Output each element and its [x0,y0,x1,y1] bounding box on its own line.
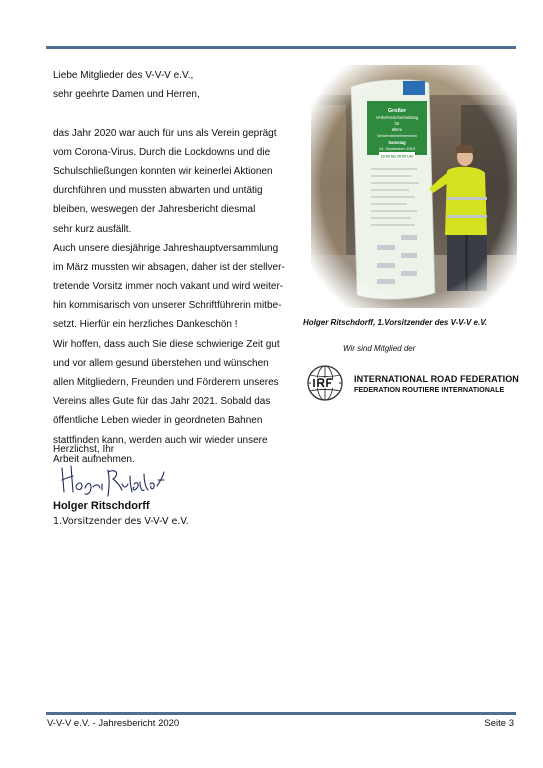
letter-line: hin kommisarisch von unserer Schriftführerin mitbe- [53,300,282,312]
letter-line: durchführen und mussten abwarten und untätig [53,185,263,197]
irf-wordmark [354,374,519,394]
letter-line: allen Mitgliedern, Freunden und Förderern unseres [53,377,279,388]
event-photo [311,65,517,308]
letter-line: Arbeit aufnehmen. [53,453,135,465]
letter-line: Auch unsere diesjährige Jahreshauptversammlung [53,242,279,254]
footer-title: V-V-V e.V. - Jahresbericht 2020 [47,718,180,729]
letter-line: sehr kurz ausfällt. [53,223,132,235]
signer-name: Holger Ritschdorff [53,500,150,512]
signer-role: 1.Vorsitzender des V-V-V e.V. [53,516,189,527]
page-number: Seite 3 [484,718,514,729]
letter-line: Schulschließungen konnten wir keinerlei Aktionen [53,165,273,177]
letter-line: das Jahr 2020 war auch für uns als Verein geprägt [53,127,277,139]
letter-line: und vor allem gesund überstehen und wünschen [53,357,269,369]
photo-caption: Holger Ritschdorff, 1.Vorsitzender des V-V-V e.V. [303,318,488,327]
letter-line: bleiben, weswegen der Jahresbericht diesmal [53,204,256,216]
header-rule [46,46,516,49]
letter-line: sehr geehrte Damen und Herren, [53,89,200,101]
footer-rule [46,712,516,715]
letter-line: öffentliche Leben wieder in geordneten Bahnen [53,415,263,427]
letter-line: vom Corona-Virus. Durch die Lockdowns und die [53,146,271,158]
letter-line: Vereins alles Gute für das Jahr 2021. Sobald das [53,396,271,408]
irf-name-fr: FEDERATION ROUTIERE INTERNATIONALE [354,385,505,394]
letter-closing: Herzlichst, Ihr [53,444,115,455]
letter-line [53,104,303,123]
membership-label: Wir sind Mitglied der [343,344,416,353]
letter-line: stattfinden kann, werden auch wir wieder unsere [53,434,268,446]
letter-line: setzt. Hierfür ein herzliches Dankeschön ! [53,319,238,331]
irf-globe-logo [305,364,345,402]
letter-line: tretende Vorsitz immer noch vakant und wird weiter- [53,281,284,293]
letter-body [53,66,303,469]
letter-line: Liebe Mitglieder des V-V-V e.V., [53,70,194,81]
letter-line: im März mussten wir absagen, daher ist der stellver- [53,261,285,273]
signature [58,462,168,500]
irf-name-en: INTERNATIONAL ROAD FEDERATION [354,374,519,384]
letter-line: Wir hoffen, dass auch Sie diese schwierige Zeit gut [53,338,280,350]
